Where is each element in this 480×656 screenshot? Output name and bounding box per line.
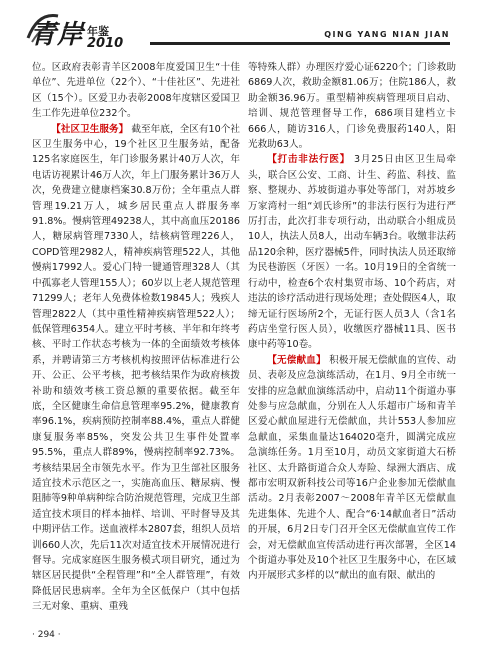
community-health-section [32, 122, 240, 615]
header-title: QING YANG NIAN JIAN [324, 30, 450, 39]
logo-year-text: 2010 [87, 36, 124, 51]
community-health-heading: 【社区卫生服务】 [51, 123, 129, 135]
left-column [32, 60, 240, 615]
page-number: · 294 · [32, 630, 61, 640]
right-column [248, 60, 456, 584]
right-paragraph-continued: 等特殊人群）办理医疗爱心证6220个；门诊救助6869人次，救助金额81.06万；住院186人，救助金额36.96万。重型精神疾病管理项目启动、培训、规范管理督导工作，686项目建档立卡666人，随访316人，门诊免费服药140人，阳光救助63人。 [248, 62, 456, 151]
community-health-body: 截至年底，全区有10个社区卫生服务中心，19个社区卫生服务站，配备125名家庭医生，年门诊服务累计40万人次，年电话访视累计46万人次，年上门服务累计36万人次，免费建立健康档案30.8万份；全年重点人群管理19.21万人，城乡居民重点人群服务率91.8%。慢病管理49238人，其中高血压20186人，糖尿病管理7330人，结核病管理226人，COPD管理2982人，精神疾病管理522人，其他慢病17992人。爱心门特一键通管理328人（其中孤寡老人管理155人）；60岁以上老人规范管理71299人；老年人免费体检数19845人；残疾人管理2822人（其中重性精神疾病管理522人）；低保管理6354人。建立平时考核、半年和年终考核、平时工作状态考核为一体的全面绩效考核体系，并聘请第三方考核机构按照评估标准进行公开、公正、公平考核，把考核结果作为政府核拨补助和绩效考核工资总额的重要依据。截至年底，全区健康生命信息管理率95.2%，健康教育率96.1%，疾病预防控制率88.4%，重点人群健康复服务率85%，突发公共卫生事件处置率95.5%，重点人群89%，慢病控制率92.73%。考核结果居全市领先水平。作为卫生部社区服务适宜技术示范区之一，实施高血压、糖尿病、慢阻肺等9种单病种综合防治规范管理，完成卫生部适宜技术项目的样本抽样、培训、平时督导及其中期评估工作。送血液样本2807套，组织人员培训660人次，先后11次对适宜技术开展情况进行督导。完成家庭医生服务模式项目研究，通过为辖区居民提供“全程管理”和“全人群管理”，有效降低居民患病率。全年为全区低保户（其中包括三无对象、重病、重残 [32, 123, 240, 613]
blood-donation-section [248, 353, 456, 584]
left-paragraph-continued: 位。区政府表彰青羊区2008年度爱国卫生“十佳单位”、先进单位（22个）、“十佳社区”、先进社区（15个）。区爱卫办表彰2008年度辖区爱国卫生工作先进单位232个。 [32, 62, 240, 120]
yearbook-logo [30, 14, 123, 50]
header-rule [150, 42, 450, 45]
illegal-practice-heading: 【打击非法行医】 [267, 154, 351, 166]
logo-nianjian-text: 年鉴 [87, 25, 110, 38]
illegal-practice-section [248, 152, 456, 352]
logo-side [87, 26, 123, 50]
illegal-practice-body: 3月25日由区卫生局牵头，联合区公安、工商、计生、药监、科技、监察、整规办、苏坡街道办事处等部门，对苏坡乡万家湾村一组“刘氏诊所”的非法行医行为进行严厉打击，此次打非专项行动，出动联合小组成员10人，执法人员8人，出动车辆3台。收缴非法药品120余种，医疗器械5件，同时执法人员还取缔为民巷游医（牙医）一名。10月19日的全省统一行动中，检查6个农村集贸市场、10个药店，对违法的诊疗活动进行现场处理；查处假医4人，取缔无证行医场所2个，无证行医人员3人（含1名药店坐堂行医人员），收缴医疗器械11具、医书康中药等10卷。 [248, 154, 456, 351]
blood-donation-heading: 【无偿献血】 [267, 354, 326, 366]
page-header [0, 0, 480, 56]
blood-donation-body: 积极开展无偿献血的宣传、动员、表彰及应急演练活动，在1月、9月全市统一安排的应急献血演练活动中，启动11个街道办事处参与应急献血，分别在人人乐超市广场和青羊区爱心献血屋进行无偿献血，共计553人参加应急献血，采集血量达164020毫升，圆满完成应急演练任务。1月至10月，动员文家街道大石桥社区、太升路街道合众人寿险、绿洲大酒店、成都市宏明双新科技公司等16户企业参加无偿献血活动。2月表彰2007～2008年青羊区无偿献血先进集体、先进个人、配合“6·14献血者日”活动的开展，6月2日专门召开全区无偿献血宣传工作会，对无偿献血宣传活动进行再次部署，全区14个街道办事处及10个社区卫生服务中心，在区域内开展形式多样的以“献出的血有限、献出的 [248, 354, 457, 582]
logo-main-text: 青岸 [30, 20, 85, 50]
